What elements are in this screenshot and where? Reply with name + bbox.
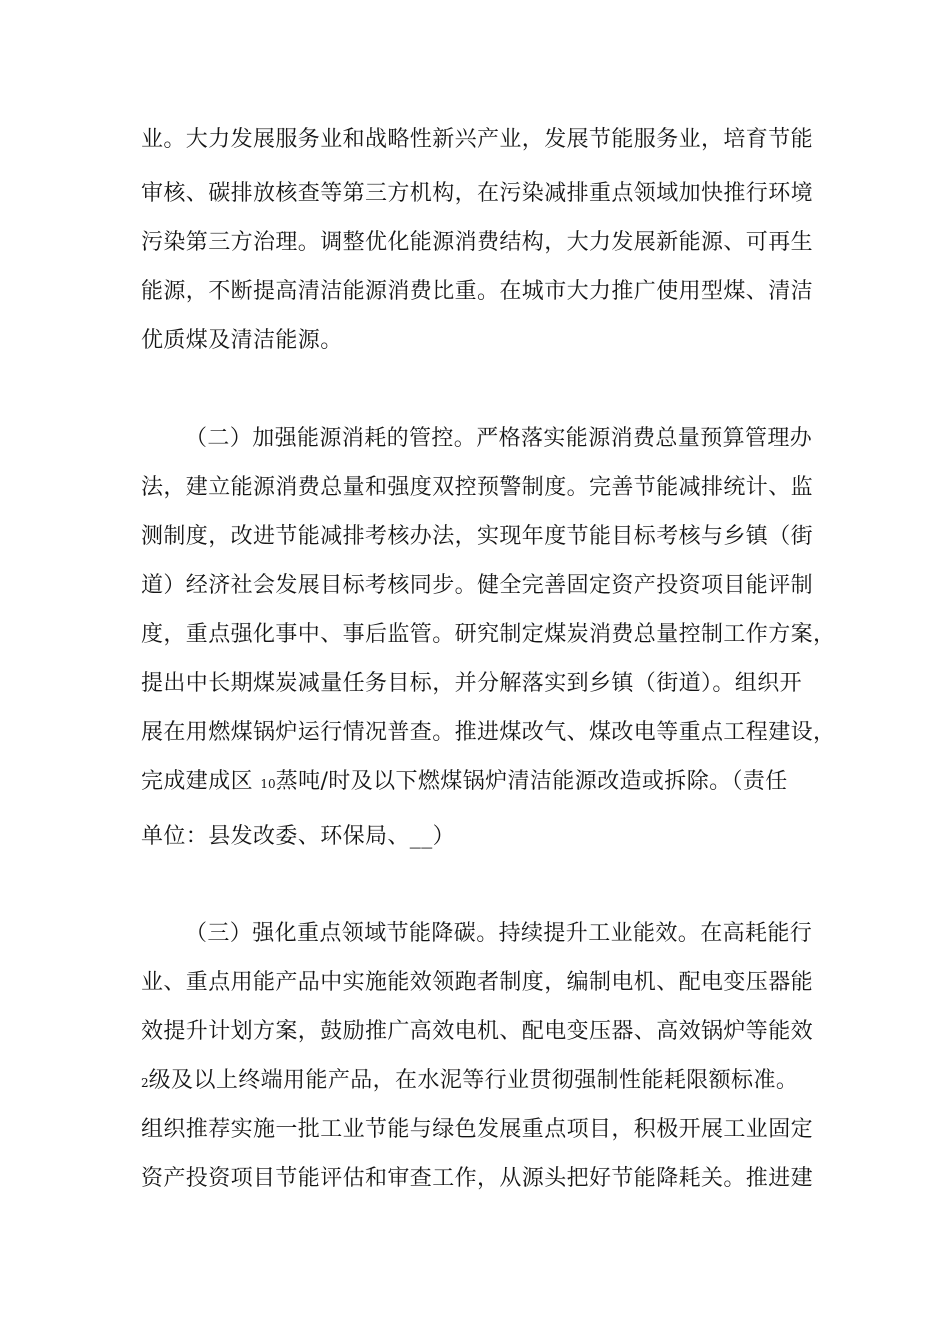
paragraph-3-line-4	[141, 1067, 798, 1097]
inline-number: 2	[141, 1076, 149, 1090]
paragraph-3-line-3: 效提升计划方案，鼓励推广高效电机、配电变压器、高效锅炉等能效	[141, 1019, 814, 1044]
paragraph-1-line-3: 污染第三方治理。调整优化能源消费结构，大力发展新能源、可再生	[141, 230, 814, 255]
paragraph-1-line-2: 审核、碳排放核查等第三方机构，在污染减排重点领域加快推行环境	[141, 181, 814, 206]
paragraph-3-line-1: （三）强化重点领域节能降碳。持续提升工业能效。在高耗能行	[185, 921, 813, 946]
line-text-after: 级及以上终端用能产品，在水泥等行业贯彻强制性能耗限额标准。	[148, 1068, 799, 1093]
paragraph-2-line-9: 单位：县发改委、环保局、__）	[141, 824, 456, 849]
paragraph-3-line-5: 组织推荐实施一批工业节能与绿色发展重点项目，积极开展工业固定	[141, 1117, 814, 1142]
paragraph-2-line-5: 度，重点强化事中、事后监管。研究制定煤炭消费总量控制工作方案，	[141, 622, 836, 647]
line-text-after: 蒸吨/时及以下燃煤锅炉清洁能源改造或拆除。（责任	[275, 769, 788, 794]
paragraph-1-line-5: 优质煤及清洁能源。	[141, 328, 343, 353]
paragraph-2-line-7: 展在用燃煤锅炉运行情况普查。推进煤改气、煤改电等重点工程建设，	[141, 720, 836, 745]
paragraph-2-line-3: 测制度，改进节能减排考核办法，实现年度节能目标考核与乡镇（街	[141, 524, 814, 549]
paragraph-2-line-8	[141, 768, 788, 798]
line-text-before: 完成建成区	[141, 769, 261, 794]
inline-number: 10	[260, 777, 276, 791]
paragraph-2-line-1: （二）加强能源消耗的管控。严格落实能源消费总量预算管理办	[185, 426, 813, 451]
paragraph-2-line-2: 法，建立能源消费总量和强度双控预警制度。完善节能减排统计、监	[141, 475, 814, 500]
paragraph-3-line-2: 业、重点用能产品中实施能效领跑者制度，编制电机、配电变压器能	[141, 970, 814, 995]
paragraph-2-line-4: 道）经济社会发展目标考核同步。健全完善固定资产投资项目能评制	[141, 573, 814, 598]
paragraph-2-line-6: 提出中长期煤炭减量任务目标，并分解落实到乡镇（街道）。组织开	[141, 671, 803, 696]
paragraph-1-line-1: 业。大力发展服务业和战略性新兴产业，发展节能服务业，培育节能	[141, 127, 814, 152]
paragraph-1-line-4: 能源，不断提高清洁能源消费比重。在城市大力推广使用型煤、清洁	[141, 279, 814, 304]
paragraph-3-line-6: 资产投资项目节能评估和审查工作，从源头把好节能降耗关。推进建	[141, 1166, 814, 1191]
